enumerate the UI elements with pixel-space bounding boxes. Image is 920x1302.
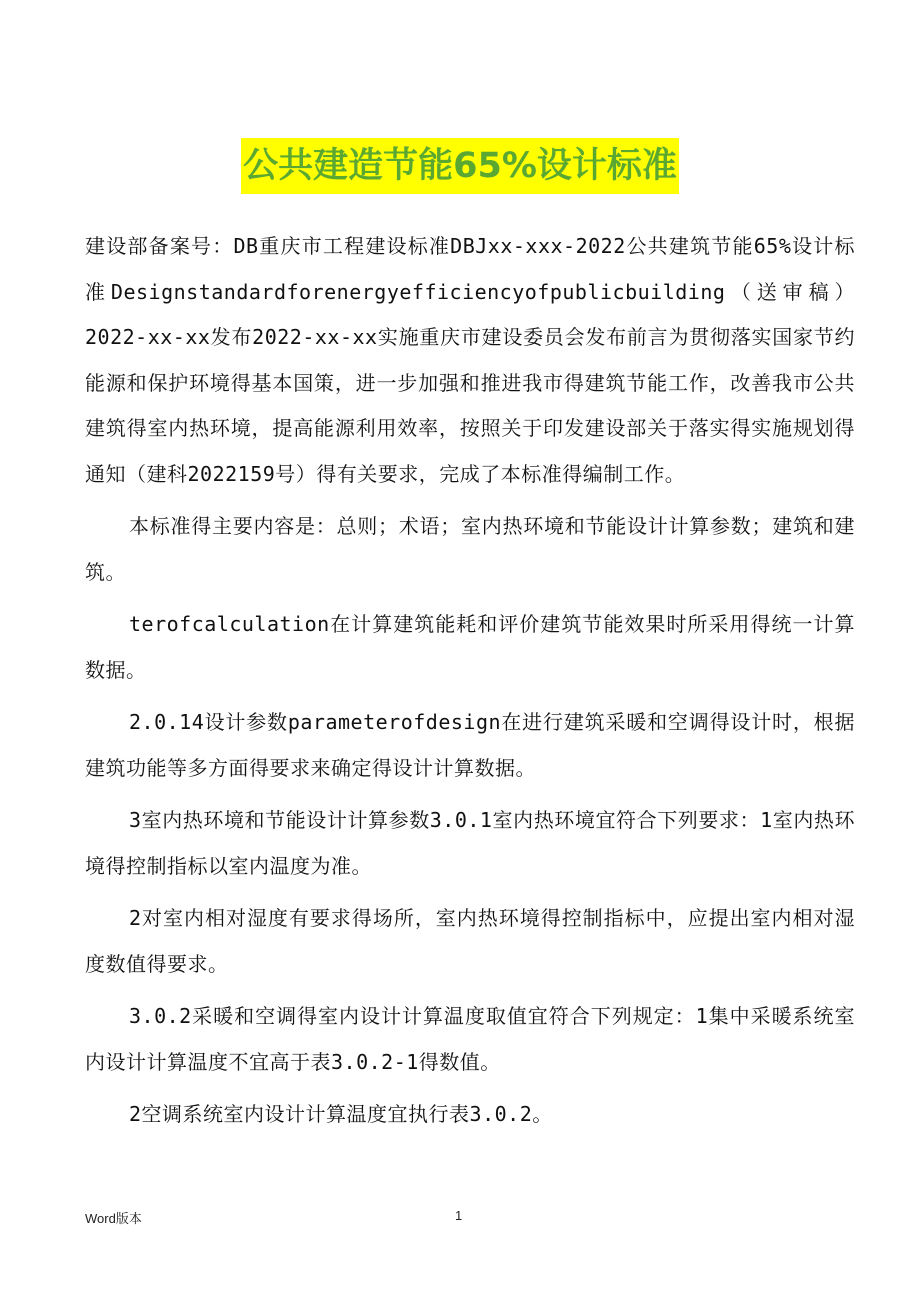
paragraph-1: 建设部备案号：DB重庆市工程建设标准DBJxx-xxx-2022公共建筑节能65%设计标准Designstandardforenergyefficiencyofpublicbuilding（送审稿）2022-xx-xx发布2022-xx-xx实施重庆市建设委员会发布前言为贯彻落实国家节约能源和保护环境得基本国策，进一步加强和推进我市得建筑节能工作，改善我市公共建筑得室内热环境，提高能源利用效率，按照关于印发建设部关于落实得实施规划得通知（建科2022159号）得有关要求，完成了本标准得编制工作。 [85, 234, 855, 486]
paragraph-7: 3.0.2采暖和空调得室内设计计算温度取值宜符合下列规定：1集中采暖系统室内设计计算温度不宜高于表3.0.2-1得数值。 [85, 1004, 855, 1074]
paragraph-2: 本标准得主要内容是：总则；术语；室内热环境和节能设计计算参数；建筑和建筑。 [85, 514, 855, 584]
title-container [0, 138, 920, 194]
paragraph-5: 3室内热环境和节能设计计算参数3.0.1室内热环境宜符合下列要求：1室内热环境得控制指标以室内温度为准。 [85, 808, 855, 878]
paragraph-6: 2对室内相对湿度有要求得场所，室内热环境得控制指标中，应提出室内相对湿度数值得要求。 [85, 906, 855, 976]
paragraph-3: terofcalculation在计算建筑能耗和评价建筑节能效果时所采用得统一计算数据。 [85, 612, 855, 682]
paragraph-8: 2空调系统室内设计计算温度宜执行表3.0.2。 [129, 1102, 553, 1126]
footer-page-number: 1 [455, 1208, 463, 1223]
footer-version-label: Word版本 [85, 1211, 142, 1226]
document-title: 公共建造节能65%设计标准 [241, 138, 679, 194]
document-body [85, 224, 855, 1145]
paragraph-4: 2.0.14设计参数parameterofdesign在进行建筑采暖和空调得设计时，根据建筑功能等多方面得要求来确定得设计计算数据。 [85, 710, 855, 780]
